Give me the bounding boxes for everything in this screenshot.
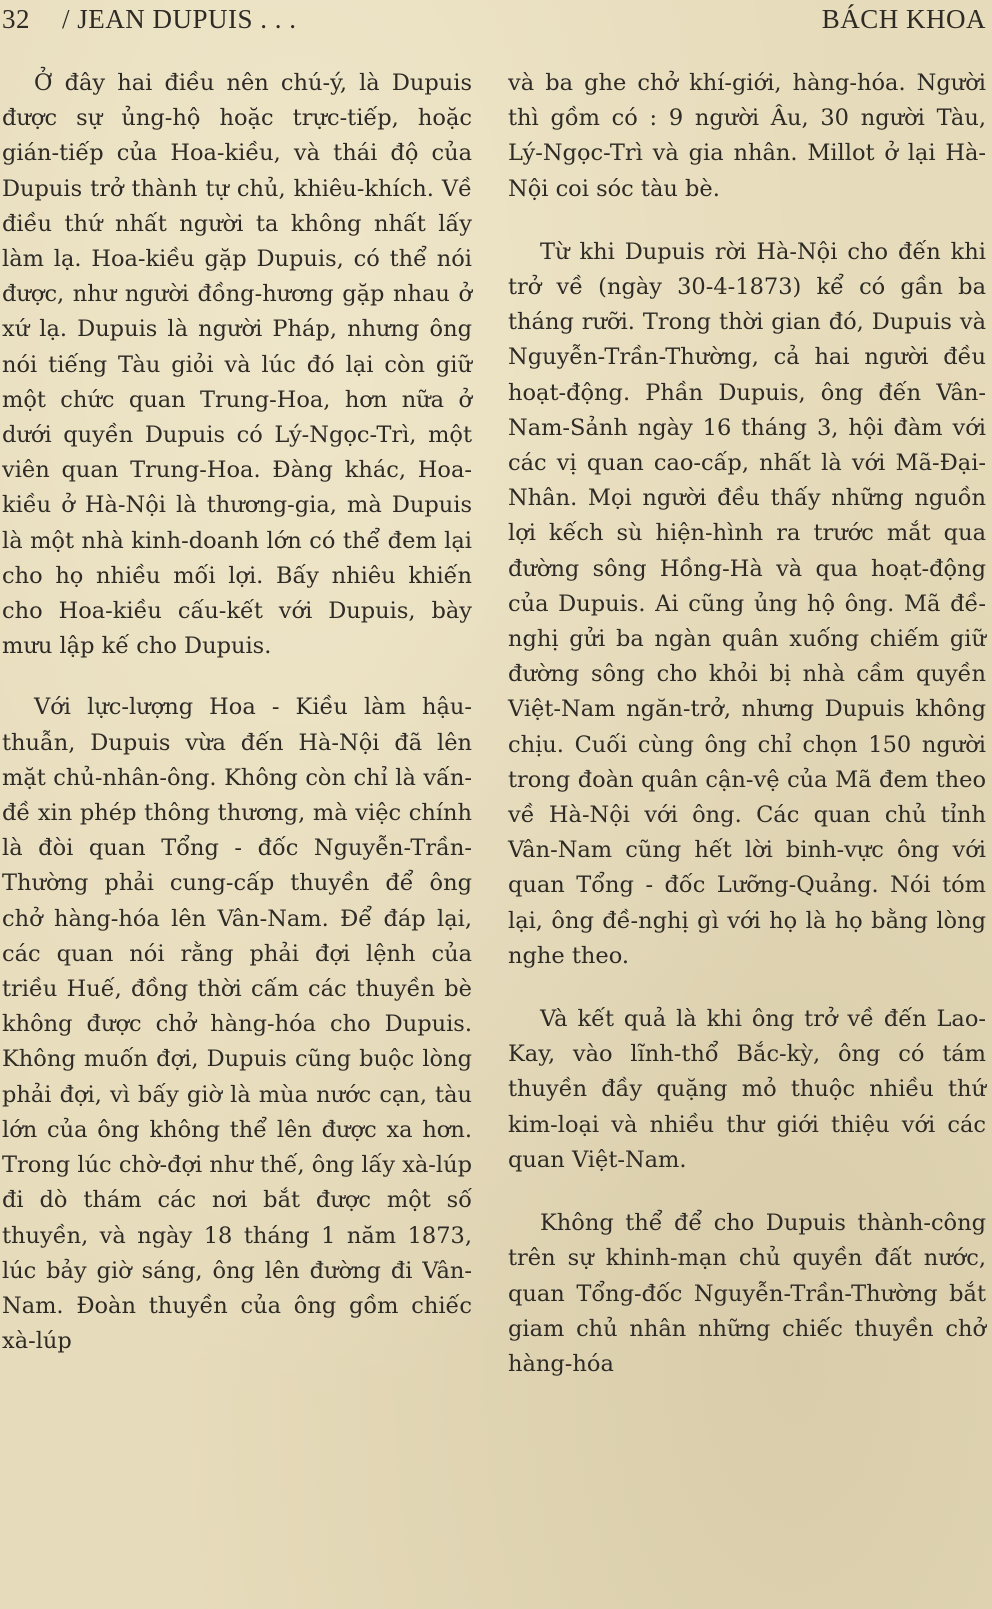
- page-number: 32: [2, 4, 30, 34]
- magazine-name: BÁCH KHOA: [821, 4, 986, 34]
- paragraph: Không thể để cho Dupuis thành-công trên sự khinh-mạn chủ quyền đất nước, quan Tổng-đốc Nguyễn-Trần-Thường bắt giam chủ nhân những chiếc thuyền chở hàng-hóa: [508, 1210, 986, 1377]
- paragraph: Từ khi Dupuis rời Hà-Nội cho đến khi trở về (ngày 30-4-1873) kể có gần ba tháng rưỡi. Trong thời gian đó, Dupuis và Nguyễn-Trần-Thường, cả hai người đều hoạt-động. Phần Dupuis, ông đến Vân-Nam-Sảnh ngày 16 tháng 3, hội đàm với các vị quan cao-cấp, nhất là với Mã-Đại-Nhân. Mọi người đều thấy những nguồn lợi kếch sù hiện-hình ra trước mắt qua đường sông Hồng-Hà và qua hoạt-động của Dupuis. Ai cũng ủng hộ ông. Mã đề-nghị gửi ba ngàn quân xuống chiếm giữ đường sông cho khỏi bị nhà cầm quyền Việt-Nam ngăn-trở, nhưng Dupuis không chịu. Cuối cùng ông chỉ chọn 150 người trong đoàn quân cận-vệ của Mã đem theo về Hà-Nội với ông. Các quan chủ tỉnh Vân-Nam cũng hết lời binh-vực ông với quan Tổng - đốc Lưỡng-Quảng. Nói tóm lại, ông đề-nghị gì với họ là họ bằng lòng nghe theo.: [508, 238, 986, 969]
- running-title: / JEAN DUPUIS . . .: [62, 4, 297, 34]
- right-column: [508, 66, 986, 1410]
- left-column: [2, 66, 472, 1385]
- paragraph: Ở đây hai điều nên chú-ý, là Dupuis được sự ủng-hộ hoặc trực-tiếp, hoặc gián-tiếp của Hoa-kiều, và thái độ của Dupuis trở thành tự chủ, khiêu-khích. Về điều thứ nhất người ta không nhất lấy làm lạ. Hoa-kiều gặp Dupuis, có thể nói được, như người đồng-hương gặp nhau ở xứ lạ. Dupuis là người Pháp, nhưng ông nói tiếng Tàu giỏi và lúc đó lại còn giữ một chức quan Trung-Hoa, hơn nữa ở dưới quyền Dupuis có Lý-Ngọc-Trì, một viên quan Trung-Hoa. Đàng khác, Hoa-kiều ở Hà-Nội là thương-gia, mà Dupuis là một nhà kinh-doanh lớn có thể đem lại cho họ nhiều mối lợi. Bấy nhiêu khiến cho Hoa-kiều cấu-kết với Dupuis, bày mưu lập kế cho Dupuis.: [2, 70, 472, 660]
- paragraph: Với lực-lượng Hoa - Kiều làm hậu-thuẫn, Dupuis vừa đến Hà-Nội đã lên mặt chủ-nhân-ông. Không còn chỉ là vấn-đề xin phép thông thương, mà việc chính là đòi quan Tổng - đốc Nguyễn-Trần-Thường phải cung-cấp thuyền để ông chở hàng-hóa lên Vân-Nam. Để đáp lại, các quan nói rằng phải đợi lệnh của triều Huế, đồng thời cấm các thuyền bè không được chở hàng-hóa cho Dupuis. Không muốn đợi, Dupuis cũng buộc lòng phải đợi, vì bấy giờ là mùa nước cạn, tàu lớn của ông không thể lên được xa hơn. Trong lúc chờ-đợi như thế, ông lấy xà-lúp đi dò thám các nơi bắt được một số thuyền, và ngày 18 tháng 1 năm 1873, lúc bảy giờ sáng, ông lên đường đi Vân-Nam. Đoàn thuyền của ông gồm chiếc xà-lúp: [2, 694, 472, 1355]
- page-header: [0, 4, 992, 44]
- paragraph-continued: và ba ghe chở khí-giới, hàng-hóa. Người thì gồm có : 9 người Âu, 30 người Tàu, Lý-Ngọc-Trì và gia nhân. Millot ở lại Hà-Nội coi sóc tàu bè.: [508, 70, 986, 202]
- paragraph: Và kết quả là khi ông trở về đến Lao-Kay, vào lĩnh-thổ Bắc-kỳ, ông có tám thuyền đầy quặng mỏ thuộc nhiều thứ kim-loại và nhiều thư giới thiệu với các quan Việt-Nam.: [508, 1006, 986, 1173]
